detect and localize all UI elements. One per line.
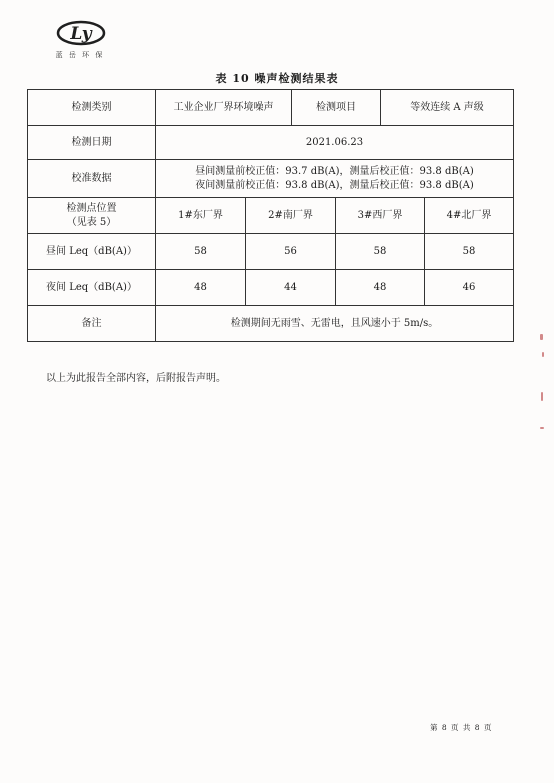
night-value-4: 46: [425, 270, 514, 306]
logo-icon: [56, 20, 106, 46]
day-value-2: 56: [246, 234, 336, 270]
remark-label: 备注: [28, 306, 156, 342]
item-label: 检测项目: [292, 90, 381, 126]
logo-text: 蓝 岳 环 保: [55, 51, 105, 59]
date-value: 2021.06.23: [156, 126, 514, 160]
night-value-2: 44: [246, 270, 336, 306]
stamp-mark: [541, 392, 543, 401]
calibration-night: 夜间测量前校正值：93.8 dB(A)，测量后校正值：93.8 dB(A): [195, 179, 474, 191]
stamp-mark: [540, 334, 543, 340]
night-value-1: 48: [156, 270, 246, 306]
stamp-mark: [542, 352, 544, 357]
point-1: 1#东厂界: [156, 198, 246, 234]
category-label: 检测类别: [28, 90, 156, 126]
table-row: [28, 126, 514, 160]
day-label: 昼间 Leq（dB(A)）: [28, 234, 156, 270]
calibration-value: [156, 160, 514, 198]
date-label: 检测日期: [28, 126, 156, 160]
table-row: [28, 234, 514, 270]
remark-value: 检测期间无雨雪、无雷电，且风速小于 5m/s。: [156, 306, 514, 342]
report-end-note: 以上为此报告全部内容，后附报告声明。: [46, 373, 226, 384]
calibration-label: 校准数据: [28, 160, 156, 198]
category-value: 工业企业厂界环境噪声: [156, 90, 292, 126]
table-row: [28, 270, 514, 306]
point-4: 4#北厂界: [425, 198, 514, 234]
table-row: [28, 198, 514, 234]
noise-results-table: [27, 89, 514, 342]
table-row: [28, 160, 514, 198]
table-row: [28, 306, 514, 342]
day-value-3: 58: [336, 234, 425, 270]
table-row: [28, 90, 514, 126]
points-label-line: （见表 5）: [66, 216, 117, 228]
point-3: 3#西厂界: [336, 198, 425, 234]
table-title: 表 10 噪声检测结果表: [215, 72, 339, 85]
stamp-mark: [540, 427, 544, 429]
day-value-1: 58: [156, 234, 246, 270]
calibration-day: 昼间测量前校正值：93.7 dB(A)，测量后校正值：93.8 dB(A): [195, 165, 474, 177]
page-number: 第 8 页 共 8 页: [430, 723, 493, 732]
svg-text:Ly: Ly: [70, 24, 92, 44]
points-label-line: 检测点位置: [66, 202, 117, 214]
day-value-4: 58: [425, 234, 514, 270]
point-2: 2#南厂界: [246, 198, 336, 234]
item-value: 等效连续 A 声级: [381, 90, 514, 126]
night-label: 夜间 Leq（dB(A)）: [28, 270, 156, 306]
night-value-3: 48: [336, 270, 425, 306]
points-label: [28, 198, 156, 234]
company-logo: [50, 20, 110, 64]
